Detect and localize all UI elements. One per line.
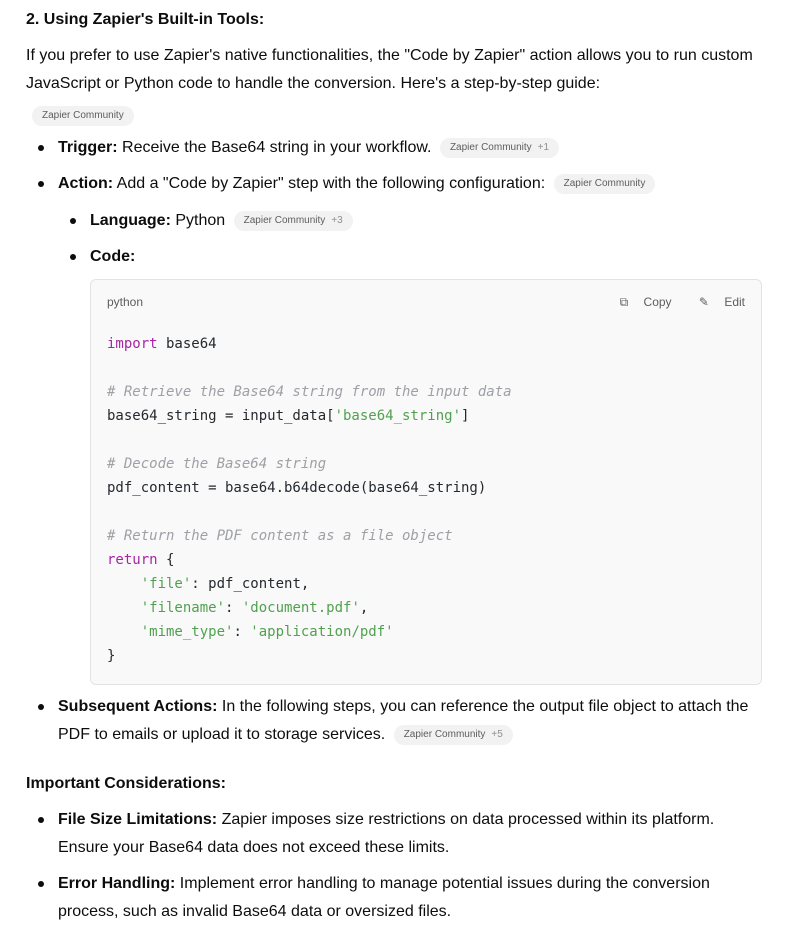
chip-count: +3 bbox=[331, 214, 343, 226]
code-line: pdf_content = base64.b64decode(base64_string) bbox=[107, 480, 487, 496]
step-action bbox=[58, 170, 758, 198]
code-token: 'document.pdf' bbox=[241, 600, 360, 616]
step-label: Code: bbox=[90, 248, 136, 265]
code-line bbox=[107, 576, 309, 592]
step-code bbox=[90, 243, 750, 271]
intro-text: If you prefer to use Zapier's native functionalities, the "Code by Zapier" action allows you to run custom JavaScript or Python code to handle the conversion. Here's a step-by-step guide: bbox=[26, 47, 753, 92]
code-line: } bbox=[107, 648, 116, 664]
code-token: ] bbox=[461, 408, 470, 424]
chip-count: +1 bbox=[537, 141, 550, 153]
code-token: import bbox=[107, 336, 158, 352]
code-token: : pdf_content, bbox=[191, 576, 310, 592]
step-text: Add a "Code by Zapier" step with the following configuration: bbox=[116, 175, 546, 192]
chip-label: Zapier Community bbox=[403, 728, 486, 740]
bullet-dot bbox=[70, 218, 76, 224]
code-token: 'filename' bbox=[140, 600, 226, 616]
consideration-text: Zapier imposes size restrictions on data processed within its platform. Ensure your Base64 data does not exceed these limits. bbox=[58, 811, 715, 856]
code-token bbox=[107, 624, 141, 640]
citation-chip[interactable] bbox=[440, 138, 559, 158]
citation-chip[interactable]: Zapier Community bbox=[32, 106, 134, 126]
copy-icon: ⧉ bbox=[619, 295, 629, 309]
consideration-item bbox=[58, 870, 758, 926]
citation-chip[interactable] bbox=[394, 725, 513, 745]
bullet-dot bbox=[38, 817, 44, 823]
bullet-dot bbox=[38, 704, 44, 710]
code-token: : bbox=[225, 600, 242, 616]
bullet-dot bbox=[38, 145, 44, 151]
bullet-dot bbox=[70, 254, 76, 260]
code-token bbox=[107, 576, 141, 592]
step-text: In the following steps, you can reference the output file object to attach the PDF to emails or upload it to storage services. bbox=[58, 698, 749, 743]
step-label: Action: bbox=[58, 175, 114, 192]
step-trigger bbox=[58, 134, 758, 162]
pencil-icon: ✎ bbox=[698, 295, 709, 309]
step-text: Receive the Base64 string in your workflow. bbox=[122, 139, 432, 156]
consideration-item bbox=[58, 806, 758, 862]
step-language bbox=[90, 207, 750, 235]
code-token: base64_string = input_data[ bbox=[107, 408, 335, 424]
consideration-text: Implement error handling to manage potential issues during the conversion process, such as invalid Base64 data or oversized files. bbox=[58, 875, 710, 920]
code-line: # Return the PDF content as a file object bbox=[107, 528, 453, 544]
code-actions bbox=[596, 288, 745, 316]
code-line bbox=[107, 552, 174, 568]
copy-label: Copy bbox=[643, 295, 672, 309]
code-content[interactable] bbox=[107, 332, 512, 668]
intro-paragraph bbox=[26, 42, 756, 130]
citation-chip[interactable]: Zapier Community bbox=[554, 174, 656, 194]
step-label: Language: bbox=[90, 212, 171, 229]
step-subsequent bbox=[58, 693, 758, 749]
code-block bbox=[90, 279, 762, 685]
code-line bbox=[107, 624, 394, 640]
code-line: # Decode the Base64 string bbox=[107, 456, 327, 472]
step-label: Subsequent Actions: bbox=[58, 698, 218, 715]
code-token: : bbox=[233, 624, 251, 640]
code-line bbox=[107, 336, 217, 352]
code-language-label: python bbox=[107, 295, 144, 309]
step-label: Trigger: bbox=[58, 139, 118, 156]
code-token: 'file' bbox=[140, 576, 192, 592]
code-token: return bbox=[107, 552, 158, 568]
consideration-label: File Size Limitations: bbox=[58, 811, 218, 828]
code-line bbox=[107, 408, 469, 424]
code-token: 'mime_type' bbox=[140, 624, 234, 640]
code-token: , bbox=[359, 600, 369, 616]
section-heading: 2. Using Zapier's Built-in Tools: bbox=[26, 11, 265, 28]
code-token: base64 bbox=[157, 336, 217, 352]
considerations-heading: Important Considerations: bbox=[26, 775, 227, 792]
code-line: # Retrieve the Base64 string from the input data bbox=[107, 384, 512, 400]
bullet-dot bbox=[38, 881, 44, 887]
edit-label: Edit bbox=[724, 295, 745, 309]
copy-button[interactable] bbox=[608, 295, 672, 309]
chip-count: +5 bbox=[491, 728, 503, 740]
code-token bbox=[107, 600, 141, 616]
code-token: 'base64_string' bbox=[334, 408, 462, 424]
code-line bbox=[107, 600, 368, 616]
consideration-label: Error Handling: bbox=[58, 875, 176, 892]
edit-button[interactable] bbox=[687, 295, 745, 309]
code-token: { bbox=[157, 552, 175, 568]
step-text: Python bbox=[175, 212, 226, 229]
code-token: 'application/pdf' bbox=[250, 624, 394, 640]
chip-label: Zapier Community bbox=[243, 214, 326, 226]
bullet-dot bbox=[38, 181, 44, 187]
citation-chip[interactable] bbox=[234, 211, 353, 231]
chip-label: Zapier Community bbox=[449, 141, 532, 153]
